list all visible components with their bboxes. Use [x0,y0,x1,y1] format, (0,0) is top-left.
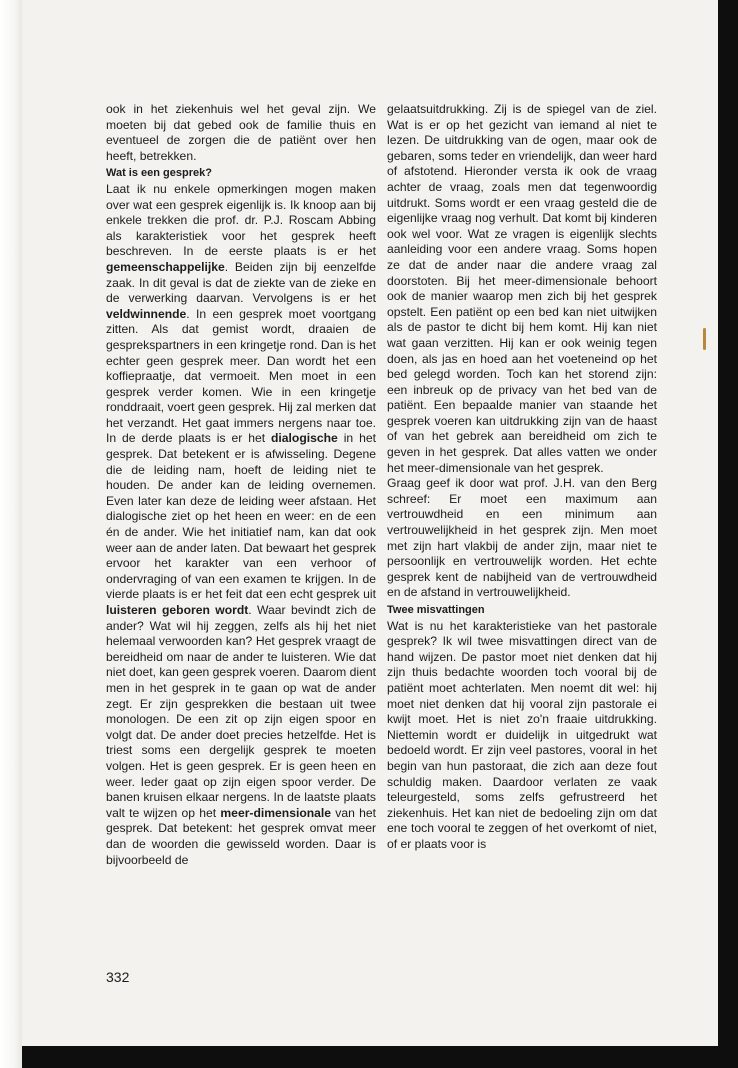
scan-border-bottom [22,1046,738,1068]
paragraph-van-den-berg: Graag geef ik door wat prof. J.H. van den Berg schreef: Er moet een maximum aan vertrouwdheid en een minimum aan vertrouwelijkheid in het gesprek zijn. Men moet met zijn hart vlakbij de ander zijn, maar niet te persoonlijk en vertrouwelijk worden. Het echte gesprek kent de nabijheid van de vertrouwdheid en de afstand in vertrouwelijkheid. [387,476,657,600]
text-run: . In een gesprek moet voortgang zitten. Als dat gemist wordt, draaien de gesprekspartners in een kringetje rond. Dan is het echter geen gesprek meer. Dan wordt het een koffiepraatje, dat vermoeit. Men moet in een gesprek verder komen. Wie in een kringetje ronddraait, voert geen gesprek. Hij zal merken dat het verzandt. Het gaat immers nergens naar toe. In de derde plaats is er het [106,306,376,446]
paragraph-intro: ook in het ziekenhuis wel het geval zijn. We moeten bij dat gebed ook de familie thuis en eventueel de zorgen die de patiënt over hen heeft, betrekken. [106,102,376,163]
paragraph-gelaatsuitdrukking: gelaatsuitdrukking. Zij is de spiegel van de ziel. Wat is er op het gezicht van iemand al niet te lezen. De uitdrukking van de ogen, maar ook de gebaren, soms teder en vriendelijk, dan weer hard of afstotend. Hieronder versta ik ook de vraag achter de vraag, zoals men dat tegenwoordig uitdrukt. Soms wordt er een vraag gesteld die de eigenlijke vraag nog verhult. Dat komt bij kinderen ook wel voor. Wat ze vragen is eigenlijk slechts aanleiding voor een andere vraag. Soms hopen ze dat de ander naar die andere vraag zal doorstoten. Bij het meer-dimensionale behoort ook de manier waarop men zich bij het gesprek opstelt. Een patiënt op een bed kan niet uitwijken als de pastor te dicht bij hem komt. Hij kan niet wat gaan verzitten. Hij kan er ook weinig tegen doen, als jas en hoed aan het voeteneind op het bed gelegd worden. Toch kan het storend zijn: een inbreuk op de privacy van het bed van de patiënt. Een bepaalde manier van staande het gesprek voeren kan uitdrukking zijn van de haast of van het gebrek aan bereidheid om zich te geven in het gesprek. Dat alles vatten we onder het meer-dimensionale van het gesprek. [387,102,657,475]
book-page [22,0,718,1046]
scan-border-right [718,0,738,1068]
section-heading-wat-is-een-gesprek: Wat is een gesprek? [106,167,212,180]
text-run: . Waar bevindt zich de ander? Wat wil hij zeggen, zelfs als hij het niet helemaal verwoorden kan? Het gesprek vraagt de bereidheid om naar de ander te luisteren. Wie dat niet doet, kan geen gesprek voeren. Daarom dient men in het gesprek in te gaan op wat de ander zegt. Er zijn gesprekken die bestaan uit twee monologen. De een zit op zijn eigen spoor en volgt dat. De ander doet precies hetzelfde. Het is triest soms een dergelijk gesprek te moeten volgen. Het is geen gesprek. Er is geen heen en weer. Ieder gaat op zijn eigen spoor verder. De banen kruisen elkaar nergens. In de laatste plaats valt te wijzen op het [106,603,376,820]
margin-mark [703,328,706,350]
emphasis-gemeenschappelijke: gemeenschappelijke [106,259,225,274]
emphasis-veldwinnende: veldwinnende [106,306,187,321]
paragraph-gesprek-kenmerken [106,182,376,868]
text-run: in het gesprek. Dat betekent er is afwisseling. Degene die de leiding nam, hoeft de leiding niet te houden. De ander kan de leiding overnemen. Even later kan deze de leiding weer afstaan. Het dialogische ziet op het heen en weer: en de een én de ander. Wie het initiatief nam, kan dat ook weer aan de ander laten. Dat bewaart het gesprek ervoor het karakter van een verhoor of ondervraging of van een examen te krijgen. In de vierde plaats is er het feit dat een echt gesprek uit [106,431,376,602]
emphasis-meer-dimensionale: meer-dimensionale [220,805,332,820]
section-heading-twee-misvattingen: Twee misvattingen [387,604,485,616]
page-number: 332 [106,969,130,985]
page-left-edge [0,0,22,1068]
text-run: van het gesprek. Dat betekent: het gesprek omvat meer dan de woorden die gewisseld worden. Daar is bijvoorbeeld de [106,805,376,867]
left-column [106,102,376,868]
emphasis-dialogische: dialogische [271,431,338,446]
text-run: Laat ik nu enkele opmerkingen mogen maken over wat een gesprek eigenlijk is. Ik knoop aan bij enkele trekken die prof. dr. P.J. Roscam Abbing als karakteristiek voor het gesprek heeft beschreven. In de eerste plaats is er het [106,181,376,259]
text-run: . Beiden zijn bij eenzelfde zaak. In dit geval is dat de ziekte van de zieke en de verwerking daarvan. Vervolgens is er het [106,259,376,306]
right-column [387,102,657,853]
paragraph-misvattingen: Wat is nu het karakteristieke van het pastorale gesprek? Ik wil twee misvattingen direct van de hand wijzen. De pastor moet niet denken dat hij zijn thuis bedachte woorden toch vooral bij de patiënt moet achterlaten. Men noemt dit wel: hij moet niet denken dat hij vooral zijn pastorale ei kwijt moet. Het is niet zo'n fraaie uitdrukking. Niettemin wordt er duidelijk in uitgedrukt wat bedoeld wordt. Er zijn veel pastores, vooral in het begin van hun pastoraat, die zich aan deze fout schuldig maken. Daardoor verlaten ze vaak teleurgesteld, soms zelfs gefrustreerd het ziekenhuis. Het kan niet de bedoeling zijn om dat ene toch vooral te zeggen of het overkomt of niet, of er plaats voor is [387,618,657,851]
emphasis-luisteren-geboren-wordt: luisteren geboren wordt [106,603,249,617]
